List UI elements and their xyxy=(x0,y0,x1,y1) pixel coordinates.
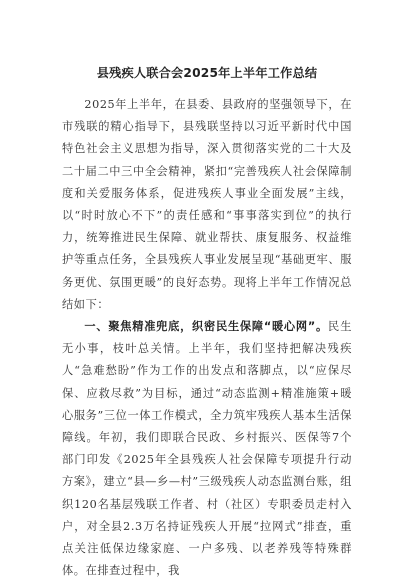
section-1-paragraph xyxy=(62,316,352,582)
document-title: 县残疾人联合会2025年上半年工作总结 xyxy=(96,66,318,80)
intro-paragraph: 2025年上半年，在县委、县政府的坚强领导下，在市残联的精心指导下，县残联坚持以习近平新时代中国特色社会主义思想为指导，深入贯彻落实党的二十大及二十届二中三中全会精神，紧扣“完善残疾人社会保障制度和关爱服务体系，促进残疾人事业全面发展”主线，以“时时放心不下”的责任感和“事事落实到位”的执行力，统筹推进民生保障、就业帮扶、康复服务、权益维护等重点任务，全县残疾人事业发展呈现“基础更牢、服务更优、氛围更暖”的良好态势。现将上半年工作情况总结如下： xyxy=(62,98,352,311)
section-1-heading: 一、聚焦精准兜底，织密民生保障“暖心网”。 xyxy=(84,320,328,334)
section-1-body: 民生无小事，枝叶总关情。上半年，我们坚持把解决残疾人“急难愁盼”作为工作的出发点和落脚点，以“应保尽保、应救尽救”为目标，通过“动态监测+精准施策+暖心服务”三位一体工作模式，全力筑牢残疾人基本生活保障线。年初，我们即联合民政、乡村振兴、医保等7个部门印发《2025年全县残疾人社会保障专项提升行动方案》，建立“县—乡—村”三级残疾人动态监测台账，组织120名基层残联工作者、村（社区）专职委员走村入户，对全县2.3万名持证残疾人开展“拉网式”排查，重点关注低保边缘家庭、一户多残、以老养残等特殊群体。在排查过程中，我 xyxy=(62,320,352,578)
